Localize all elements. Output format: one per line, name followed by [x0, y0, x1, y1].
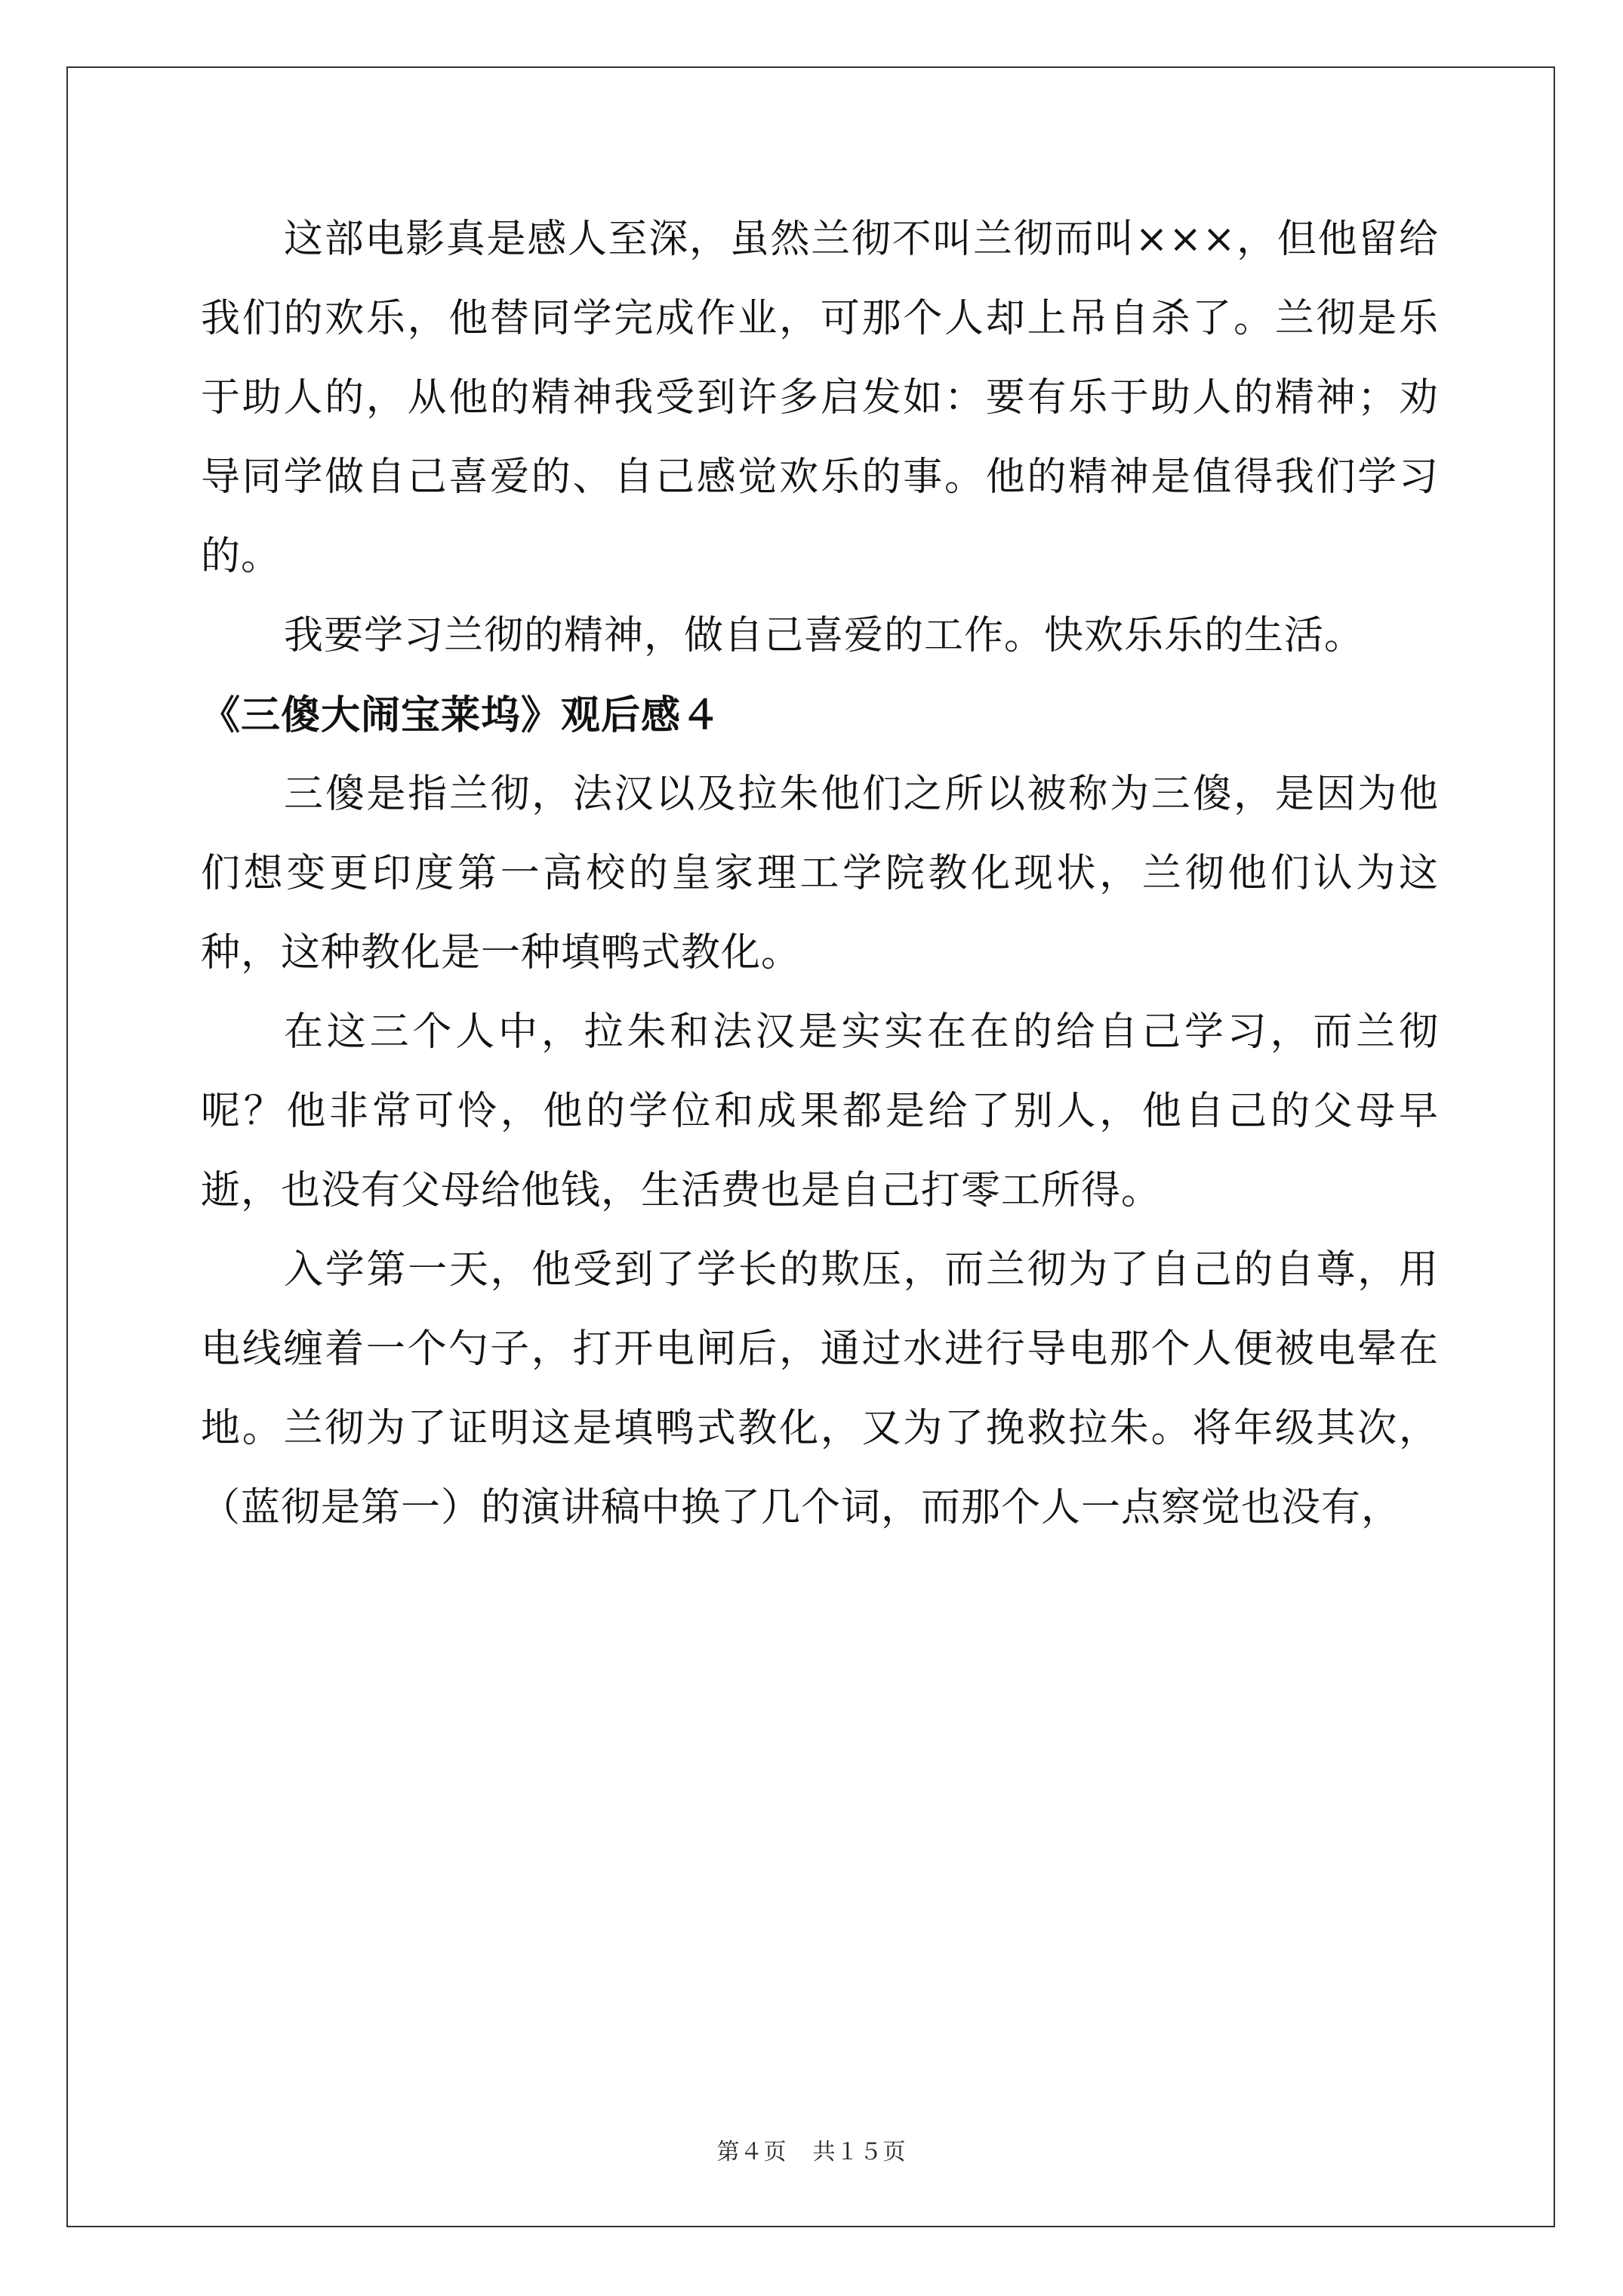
- section-heading: 《三傻大闹宝莱坞》观后感４: [201, 692, 722, 738]
- page-footer: [0, 2133, 1623, 2166]
- paragraph-3: 三傻是指兰彻，法汉以及拉朱他们之所以被称为三傻，是因为他们想变更印度第一高校的皇家理工学院教化现状，兰彻他们认为这种，这种教化是一种填鸭式教化。: [201, 772, 1439, 975]
- page-number: 第４页: [716, 2139, 787, 2165]
- paragraph-4: 在这三个人中，拉朱和法汉是实实在在的给自己学习，而兰彻呢？他非常可怜，他的学位和成果都是给了别人，他自己的父母早逝，也没有父母给他钱，生活费也是自己打零工所得。: [201, 1009, 1439, 1213]
- paragraph-2: 我要学习兰彻的精神，做自己喜爱的工作。快欢乐乐的生活。: [284, 613, 1365, 658]
- paragraph-5: 入学第一天，他受到了学长的欺压，而兰彻为了自己的自尊，用电线缠着一个勺子，打开电闸后，通过水进行导电那个人便被电晕在地。兰彻为了证明这是填鸭式教化，又为了挽救拉朱。将年级其次，（蓝彻是第一）的演讲稿中换了几个词，而那个人一点察觉也没有，: [201, 1247, 1439, 1530]
- page-total: 共１５页: [812, 2139, 907, 2165]
- document-body: [201, 200, 1439, 1548]
- paragraph-1: 这部电影真是感人至深，虽然兰彻不叫兰彻而叫×××，但他留给我们的欢乐，他替同学完成作业，可那个人却上吊自杀了。兰彻是乐于助人的，从他的精神我受到许多启发如：要有乐于助人的精神；劝导同学做自己喜爱的、自己感觉欢乐的事。他的精神是值得我们学习的。: [201, 217, 1439, 579]
